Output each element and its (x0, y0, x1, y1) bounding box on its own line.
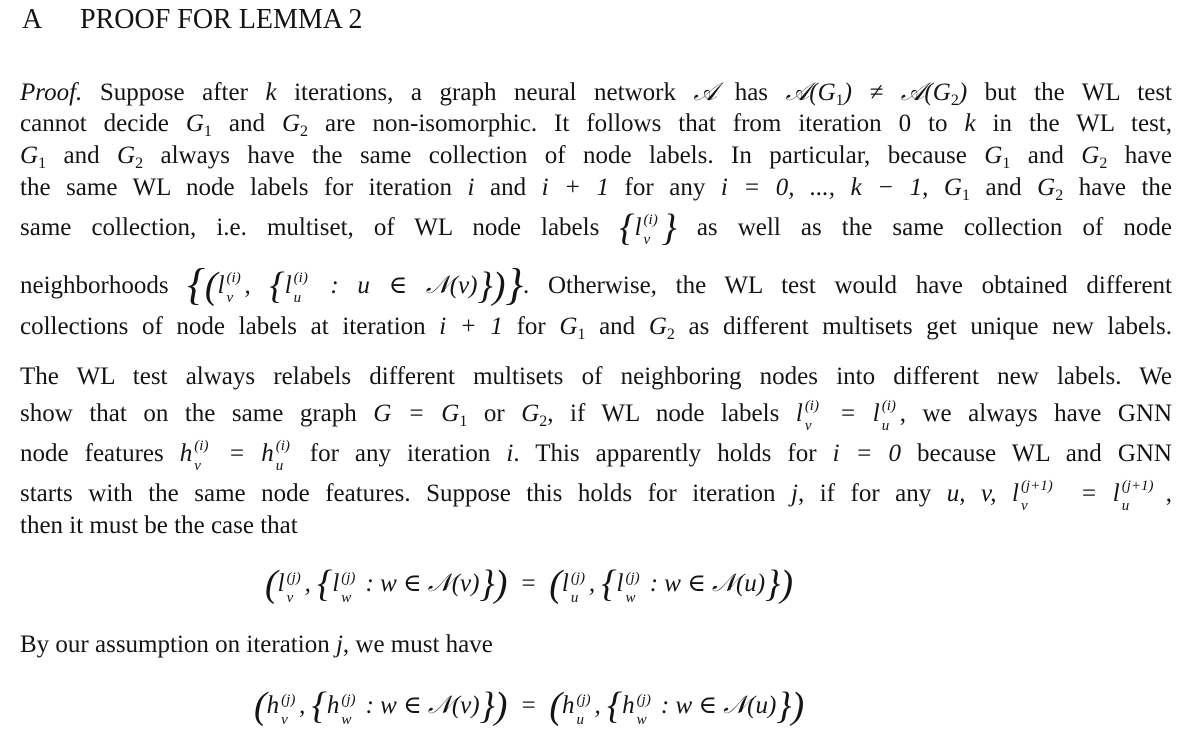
math-G1: $G_1$ (943, 174, 970, 204)
text-run: have the (1063, 174, 1173, 201)
text-run: , (1165, 480, 1172, 507)
math-features-equal: h (i) v = h (i) u (179, 438, 290, 474)
math-G2: $G_2$ (521, 400, 548, 430)
text-run: Suppose after (99, 79, 266, 106)
para3-line-1 (20, 630, 1172, 660)
proof-line-7 (20, 312, 1172, 350)
text-run: starts with the same node features. Suppose this holds for iteration (20, 480, 792, 507)
math-G1: $G_1$ (185, 110, 212, 140)
text-run: and (1010, 142, 1082, 169)
text-run: have (1107, 142, 1172, 169)
text-run: iterations, a graph neural network (276, 79, 694, 106)
text-run: but the WL test (967, 79, 1173, 106)
text-run: for (502, 313, 560, 340)
text-run: , (922, 174, 944, 201)
section-title: PROOF FOR LEMMA 2 (80, 4, 363, 35)
text-run: , we must have (342, 631, 493, 658)
text-run: show that on the same graph (20, 400, 374, 427)
math-j: j (791, 480, 798, 507)
text-run: for any (609, 174, 721, 201)
math-neighborhood-multiset: {(l (i) v , {l (i) u : u ∈ 𝒩(v)})} (187, 260, 523, 309)
text-run: always have the same collection of node labels. In particular, because (143, 142, 985, 169)
text-run: . Otherwise, the WL test would have obtained different (522, 272, 1172, 299)
para2-line-5: then it must be the case that (20, 512, 298, 539)
math-i-range: i = 0, ..., k − 1 (720, 174, 923, 201)
text-run: , we always have GNN (899, 400, 1172, 427)
text-run: and (46, 142, 118, 169)
text-run: same collection, i.e. multiset, of WL node labels (20, 214, 620, 241)
text-run: for any iteration (293, 440, 507, 467)
text-run: , if WL node labels (547, 400, 796, 427)
math-i-plus-1: i + 1 (439, 313, 503, 340)
math-G2: $G_2$ (648, 313, 675, 343)
text-run: neighborhoods (20, 272, 188, 299)
text-run: collections of node labels at iteration (20, 313, 440, 340)
section-number: A (22, 4, 43, 35)
math-i-zero: i = 0 (832, 440, 901, 467)
text-run: . This apparently holds for (513, 440, 833, 467)
text-run: or (467, 400, 522, 427)
proof-line-5 (20, 207, 1172, 249)
math-k: k (265, 79, 277, 106)
text-run: and (969, 174, 1038, 201)
display-equation-features: (h (j) v , {h (j) w : w ∈ 𝒩(v)}) = (h (j) u , {h (j) w : w ∈ 𝒩(u)}) (254, 685, 805, 728)
text-run: and (585, 313, 649, 340)
math-G-eq-G1: $G = G_1$ (373, 400, 468, 430)
math-j: j (335, 631, 343, 658)
math-k: k (964, 110, 976, 137)
para2-line-2 (20, 399, 1172, 437)
math-G2: $G_2$ (1037, 174, 1064, 204)
para2-line-4 (20, 478, 1172, 514)
proof-line-4 (20, 173, 1172, 211)
math-G1: $G_1$ (20, 142, 47, 172)
proof-label: Proof. (20, 79, 83, 106)
math-i: i (467, 174, 475, 201)
text-run: has (717, 79, 786, 106)
text-run: the same WL node labels for iteration (20, 174, 468, 201)
math-G2: $G_2$ (117, 142, 144, 172)
math-label-multiset: {l (i) v } (619, 207, 677, 249)
math-G1: $G_1$ (559, 313, 586, 343)
text-run: and (474, 174, 542, 201)
text-run: as well as the same collection of node (676, 214, 1172, 241)
proof-line-6 (20, 260, 1172, 309)
text-run: as different multisets get unique new labels. (674, 313, 1172, 340)
text-run: in the WL test, (975, 110, 1172, 137)
text-run: because WL and GNN (901, 440, 1172, 467)
text-run: node features (20, 440, 180, 467)
math-A: 𝒜 (693, 77, 718, 106)
math-G2: $G_2$ (281, 110, 309, 140)
para2-line-1: The WL test always relabels different multisets of neighboring nodes into different new labels. We (20, 363, 1172, 390)
text-run: cannot decide (20, 110, 186, 137)
text-run: are non-isomorphic. It follows that from iteration 0 to (308, 110, 965, 137)
text-run: By our assumption on iteration (20, 631, 336, 658)
math-uv-labels: u, v, l (j+1) v = l (j+1) u (946, 478, 1154, 514)
math-G2: $G_2$ (1081, 142, 1108, 172)
math-G1: $G_1$ (984, 142, 1011, 172)
math-i-plus-1: i + 1 (541, 174, 610, 201)
math-i: i (506, 440, 514, 467)
display-equation-labels: (l (j) v , {l (j) w : w ∈ 𝒩(v)}) = (l (j) u , {l (j) w : w ∈ 𝒩(u)}) (265, 563, 793, 606)
math-inequality: $𝒜(G_1)$ ≠ $𝒜(G_2)$ (785, 77, 968, 109)
text-run: , if for any (797, 480, 947, 507)
math-labels-equal: l (i) v = l (i) u (795, 398, 896, 434)
section-heading (22, 4, 362, 36)
para2-line-3 (20, 438, 1172, 474)
text-run: and (211, 110, 282, 137)
